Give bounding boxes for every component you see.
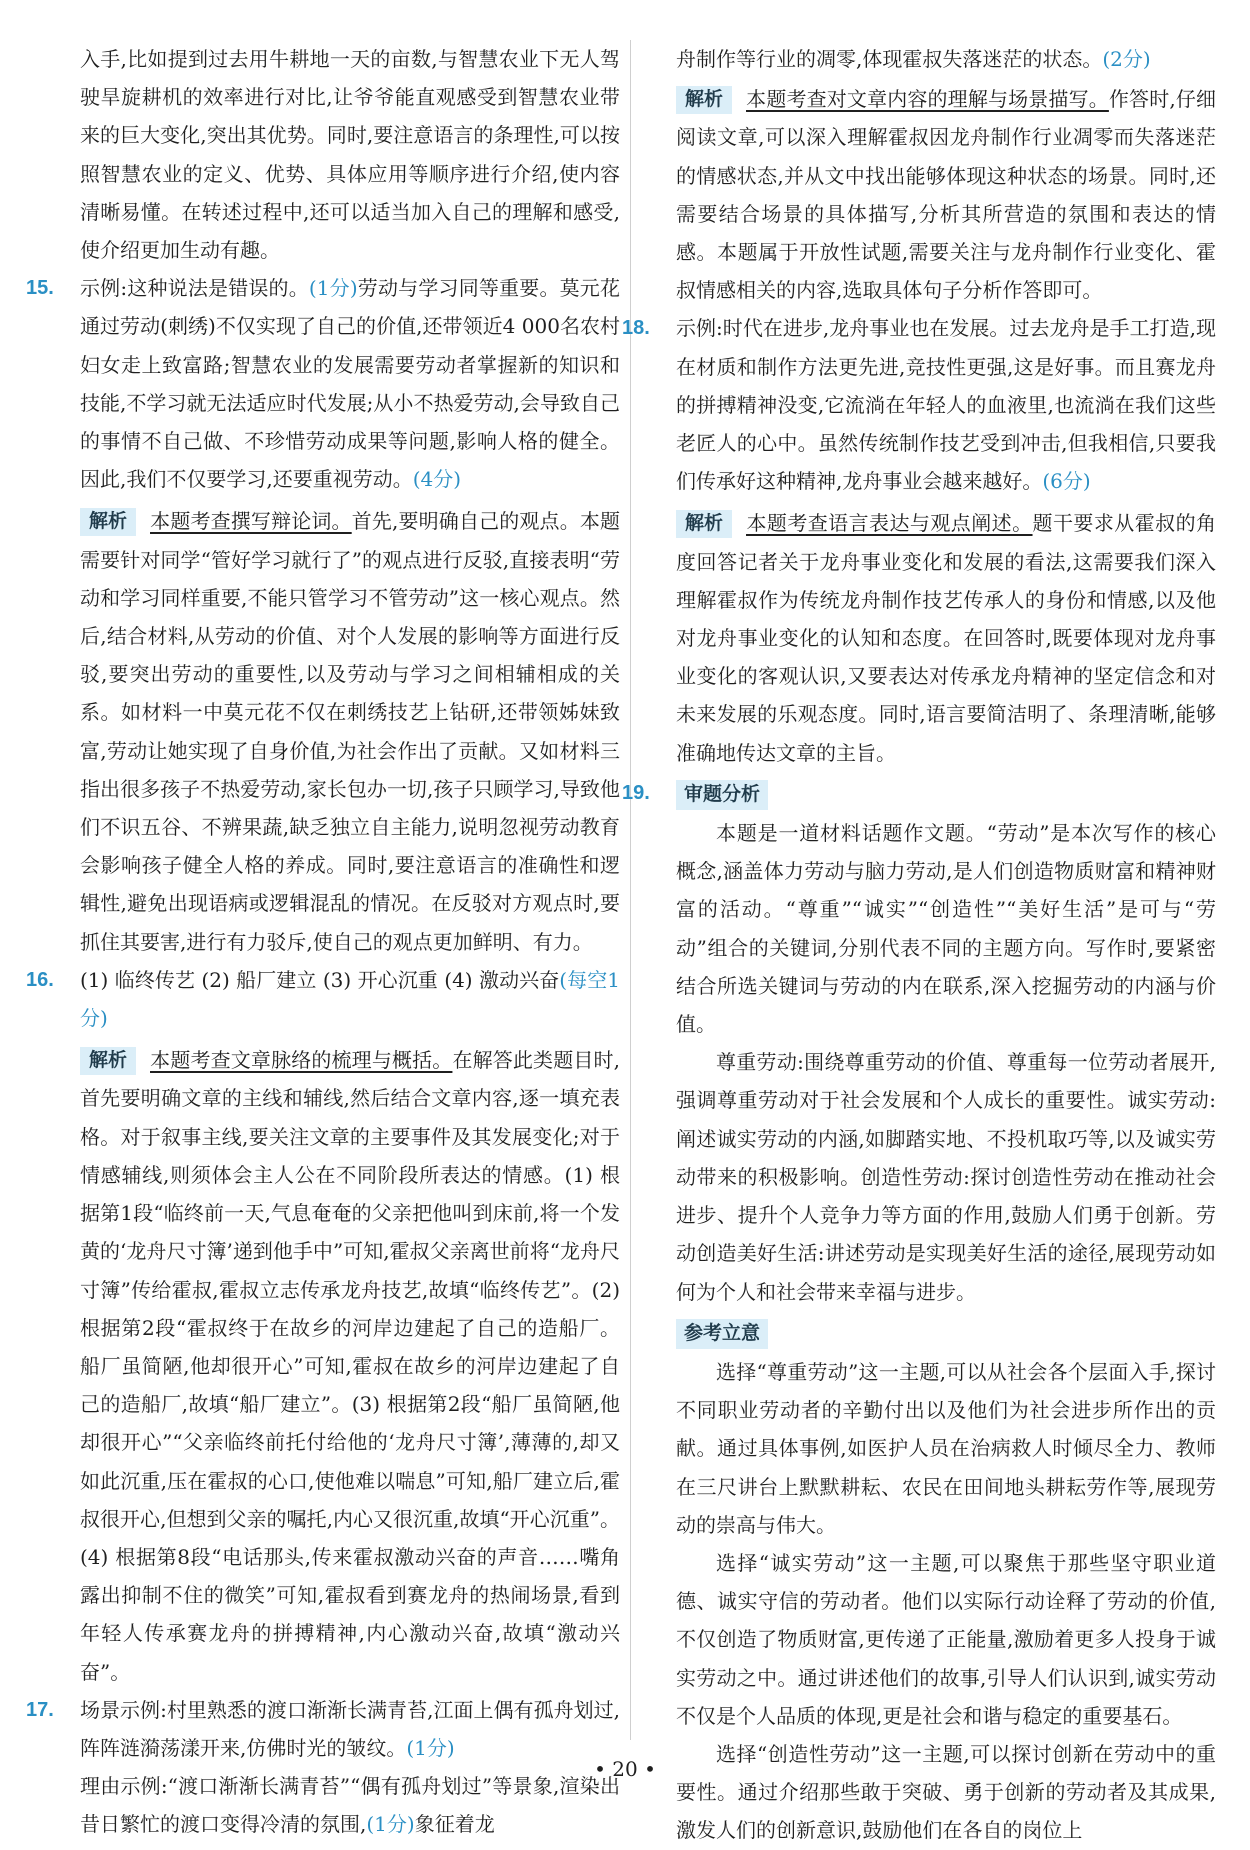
q14-continuation: 入手,比如提到过去用牛耕地一天的亩数,与智慧农业下无人驾驶旱旋耕机的效率进行对比,让爷爷能直观感受到智慧农业带来的巨大变化,突出其优势。同时,要注意语言的条理性,可以按照智慧农业的定义、优势、具体应用等顺序进行介绍,使内容清晰易懂。在转述过程中,还可以适当加入自己的理解和感受,使介绍更加生动有趣。 (80, 47, 620, 263)
answer-text: 示例:这种说法是错误的。 (80, 276, 309, 301)
question-number: 18. (622, 317, 650, 340)
score: (每空1分) (80, 967, 620, 1031)
answer-text: (1) 临终传艺 (2) 船厂建立 (3) 开心沉重 (4) 激动兴奋 (80, 967, 560, 992)
analysis (651, 504, 1216, 771)
answer-text: 理由示例:“渡口渐渐长满青苔”“偶有孤舟划过”等景象,渲染出昔日繁忙的渡口变得冷清的氛围, (80, 1774, 620, 1837)
analysis-title: 本题考查语言表达与观点阐述。 (746, 511, 1033, 536)
question-16 (26, 961, 621, 1691)
score: (2分) (1102, 47, 1151, 71)
question-number: 16. (26, 968, 54, 991)
analysis (55, 502, 620, 960)
paragraph: 选择“诚实劳动”这一主题,可以聚焦于那些坚守职业道德、诚实守信的劳动者。他们以实际行动诠释了劳动的价值,不仅创造了物质财富,更传递了正能量,激励着更多人投身于诚实劳动之中。通过讲述他们的故事,引导人们认识到,诚实劳动不仅是个人品质的体现,更是社会和谐与稳定的重要基石。 (676, 1550, 1216, 1728)
question-number: 17. (26, 1698, 54, 1721)
analysis-title: 本题考查撰写辩论词。 (150, 509, 352, 534)
score: (6分) (1042, 469, 1091, 494)
score: (1分) (366, 1812, 415, 1837)
paragraph: 尊重劳动:围绕尊重劳动的价值、尊重每一位劳动者展开,强调尊重劳动对于社会发展和个人成长的重要性。诚实劳动:阐述诚实劳动的内涵,如脚踏实地、不投机取巧等,以及诚实劳动带来的积极影响。创造性劳动:探讨创造性劳动在推动社会进步、提升个人竞争力等方面的作用,鼓励人们勇于创新。劳动创造美好生活:讲述劳动是实现美好生活的途径,展现劳动如何为个人和社会带来幸福与进步。 (676, 1050, 1216, 1304)
analysis-title: 本题考查文章脉络的梳理与概括。 (150, 1048, 453, 1073)
q17-continuation (651, 40, 1216, 78)
column-divider (630, 40, 631, 1740)
score: (4分) (412, 467, 462, 492)
analysis-text: 题干要求从霍叔的角度回答记者关于龙舟事业变化和发展的看法,这需要我们深入理解霍叔作为传统龙舟制作技艺传承人的身份和情感,以及他对龙舟事业变化的认知和态度。在回答时,既要体现对龙舟事业变化的客观认识,又要表达对传承龙舟精神的坚定信念和对未来发展的乐观态度。同时,语言要简洁明了、条理清晰,能够准确地传达文章的主旨。 (676, 511, 1217, 765)
analysis-tag: 解析 (80, 1047, 136, 1075)
answer-text: 舟制作等行业的凋零,体现霍叔失落迷茫的状态。 (676, 47, 1103, 71)
analysis (651, 80, 1216, 309)
analysis-tag: 解析 (676, 86, 732, 114)
question-15 (26, 269, 621, 961)
analysis-text: 作答时,仔细阅读文章,可以深入理解霍叔因龙舟制作行业凋零而失落迷茫的情感状态,并从文中找出能够体现这种状态的场景。同时,还需要结合场景的具体描写,分析其所营造的氛围和表达的情感。本题属于开放性试题,需要关注与龙舟制作行业变化、霍叔情感相关的内容,选取具体句子分析作答即可。 (676, 87, 1217, 303)
answer-text: 示例:时代在进步,龙舟事业也在发展。过去龙舟是手工打造,现在材质和制作方法更先进,竞技性更强,这是好事。而且赛龙舟的拼搏精神没变,它流淌在年轻人的血液里,也流淌在我们这些老匠人的心中。虽然传统制作技艺受到冲击,但我相信,只要我们传承好这种精神,龙舟事业会越来越好。 (676, 316, 1216, 494)
page-number: • 20 • (594, 1757, 656, 1781)
question-number: 15. (26, 277, 54, 300)
analysis-tag: 解析 (80, 508, 136, 536)
analysis-text: 在解答此类题目时,首先要明确文章的主线和辅线,然后结合文章内容,逐一填充表格。对于叙事主线,要关注文章的主要事件及其发展变化;对于情感辅线,则须体会主人公在不同阶段所表达的情感。(1) 根据第1段“临终前一天,气息奄奄的父亲把他叫到床前,将一个发黄的‘龙舟尺寸簿’递到他手中”可知,霍叔父亲离世前将“龙舟尺寸簿”传给霍叔,霍叔立志传承龙舟技艺,故填“临终传艺”。(2) 根据第2段“霍叔终于在故乡的河岸边建起了自己的造船厂。船厂虽简陋,他却很开心”可知,霍叔在故乡的河岸边建起了自己的造船厂,故填“船厂建立”。(3) 根据第2段“船厂虽简陋,他却很开心”“父亲临终前托付给他的‘龙舟尺寸簿’,薄薄的,却又如此沉重,压在霍叔的心口,使他难以喘息”可知,船厂建立后,霍叔很开心,但想到父亲的嘱托,内心又很沉重,故填“开心沉重”。(4) 根据第8段“电话那头,传来霍叔激动兴奋的声音……嘴角露出抑制不住的微笑”可知,霍叔看到赛龙舟的热闹场景,看到年轻人传承赛龙舟的拼搏精神,内心激动兴奋,故填“激动兴奋”。 (80, 1048, 621, 1684)
question-18 (622, 309, 1217, 771)
answer-text: 劳动与学习同等重要。莫元花通过劳动(刺绣)不仅实现了自己的价值,还带领近4 000名农村妇女走上致富路;智慧农业的发展需要劳动者掌握新的知识和技能,不学习就无法适应时代发展;从小不热爱劳动,会导致自己的事情不自己做、不珍惜劳动成果等问题,影响人格的健全。因此,我们不仅要学习,还要重视劳动。 (80, 276, 620, 492)
score: (1分) (406, 1735, 455, 1760)
paragraph: 选择“尊重劳动”这一主题,可以从社会各个层面入手,探讨不同职业劳动者的辛勤付出以及他们为社会进步所作出的贡献。通过具体事例,如医护人员在治病救人时倾尽全力、教师在三尺讲台上默默耕耘、农民在田间地头耕耘劳作等,展现劳动的崇高与伟大。 (676, 1359, 1216, 1537)
score: (1分) (308, 276, 358, 301)
section-box-title: 参考立意 (676, 1319, 768, 1349)
analysis (55, 1041, 620, 1690)
section-box-title: 审题分析 (676, 780, 768, 810)
analysis-text: 首先,要明确自己的观点。本题需要针对同学“管好学习就行了”的观点进行反驳,直接表明“劳动和学习同样重要,不能只管学习不管劳动”这一核心观点。然后,结合材料,从劳动的价值、对个人发展的影响等方面进行反驳,要突出劳动的重要性,以及劳动与学习之间相辅相成的关系。如材料一中莫元花不仅在刺绣技艺上钻研,还带领姊妹致富,劳动让她实现了自身价值,为社会作出了贡献。又如材料三指出很多孩子不热爱劳动,家长包办一切,孩子只顾学习,导致他们不识五谷、不辨果蔬,缺乏独立自主能力,说明忽视劳动教育会影响孩子健全人格的养成。同时,要注意语言的准确性和逻辑性,避免出现语病或逻辑混乱的情况。在反驳对方观点时,要抓住其要害,进行有力驳斥,使自己的观点更加鲜明、有力。 (80, 509, 621, 954)
analysis-tag: 解析 (676, 510, 732, 538)
answer-text: 场景示例:村里熟悉的渡口渐渐长满青苔,江面上偶有孤舟划过,阵阵涟漪荡漾开来,仿佛时光的皱纹。 (80, 1697, 620, 1760)
left-column (26, 40, 621, 1844)
answer-text: 象征着龙 (414, 1812, 495, 1837)
question-number: 19. (622, 781, 650, 804)
analysis-title: 本题考查对文章内容的理解与场景描写。 (746, 87, 1109, 112)
paragraph: 选择“创造性劳动”这一主题,可以探讨创新在劳动中的重要性。通过介绍那些敢于突破、勇于创新的劳动者及其成果,激发人们的创新意识,鼓励他们在各自的岗位上 (676, 1741, 1216, 1843)
paragraph: 本题是一道材料话题作文题。“劳动”是本次写作的核心概念,涵盖体力劳动与脑力劳动,是人们创造物质财富和精神财富的活动。“尊重”“诚实”“创造性”“美好生活”是可与“劳动”组合的关键词,分别代表不同的主题方向。写作时,要紧密结合所选关键词与劳动的内在联系,深入挖掘劳动的内涵与价值。 (676, 821, 1216, 1037)
